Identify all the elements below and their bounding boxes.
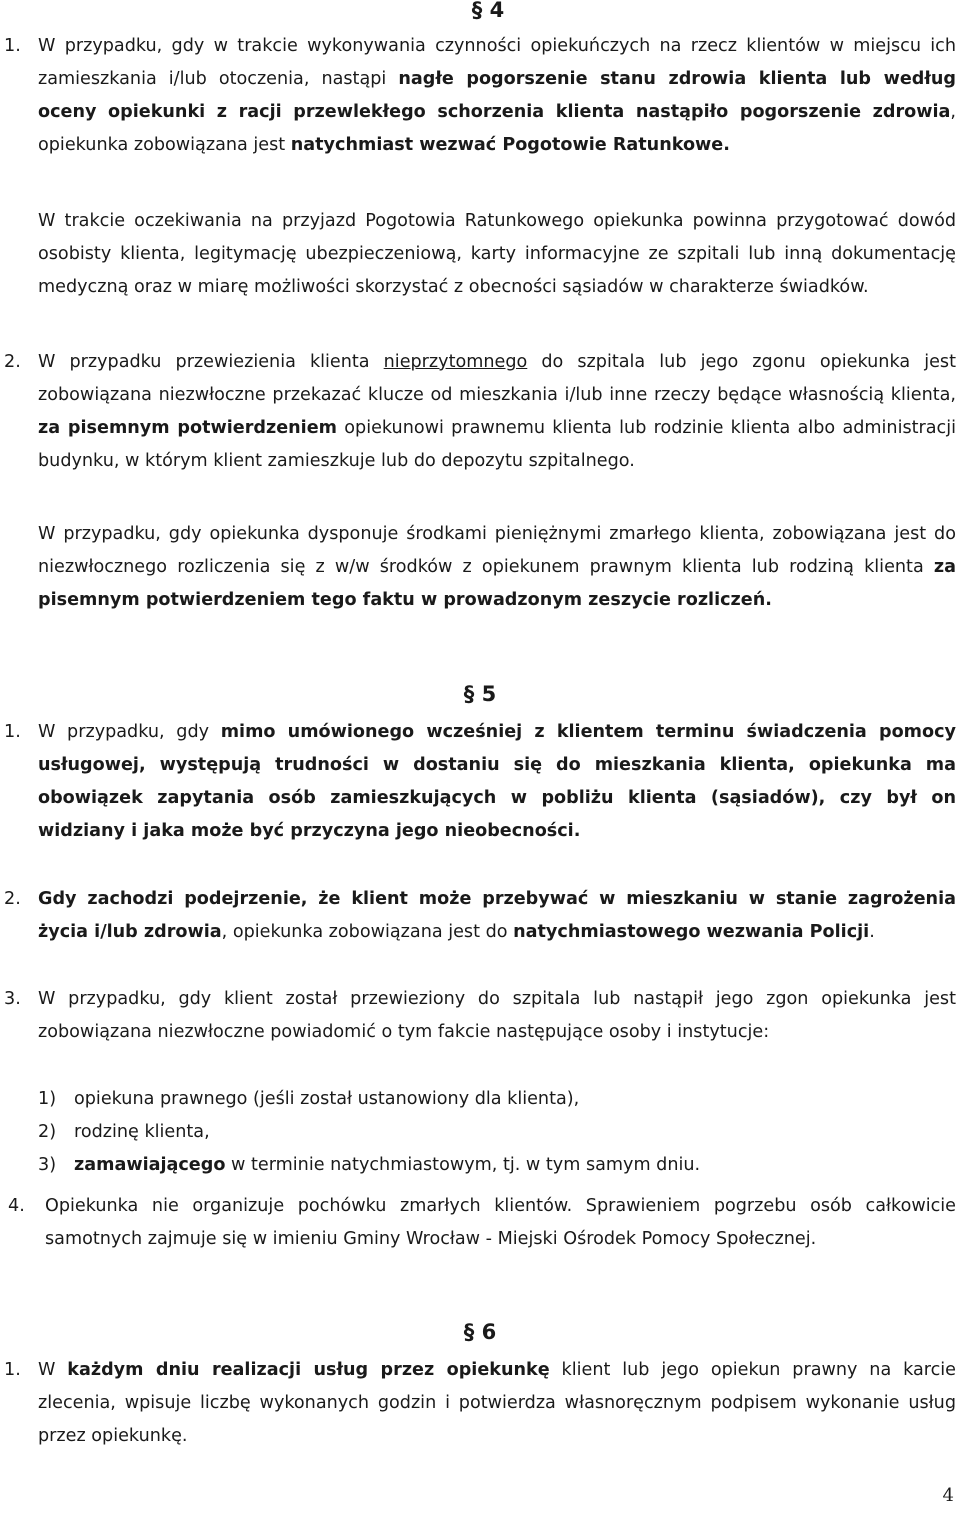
text: , opiekunka zobowiązana jest do [221,922,514,942]
paragraph-6-1 [38,1354,956,1453]
bold-text: mimo umówionego wcześniej z klientem terminu świadczenia pomocy usługowej, występują trudności w dostaniu się do mieszkania klienta, opiekunka ma obowiązek zapytania osób zamieszkujących w pobliżu klienta (sąsiadów), czy był on widziany i jaka może być przyczyna jego nieobecności. [38,722,956,841]
paragraph-4-2 [38,346,956,478]
item-number: 2. [4,352,21,372]
text: W [38,1360,68,1380]
list-item-text: rodzinę klienta, [74,1122,210,1142]
page-number: 4 [942,1485,954,1506]
list-item-text: opiekuna prawnego (jeśli został ustanowiony dla klienta), [74,1089,580,1109]
paragraph-5-3: W przypadku, gdy klient został przewieziony do szpitala lub nastąpił jego zgon opiekunka jest zobowiązana niezwłoczne powiadomić o tym fakcie następujące osoby i instytucje: [38,989,956,1042]
list-item [38,1116,938,1149]
text: do szpitala lub jego zgonu opiekunka jest zobowiązana niezwłoczne przekazać klucze od mieszkania i/lub inne rzeczy będące własnością klienta, [38,352,956,405]
text: klient lub jego opiekun prawny na karcie zlecenia, wpisuje liczbę wykonanych godzin i potwierdza własnoręcznym podpisem wykonanie usług przez opiekunkę. [38,1360,956,1446]
item-number: 2. [4,889,21,909]
item-number: 3. [4,989,21,1009]
list-item [38,1083,938,1116]
paragraph-5-4: Opiekunka nie organizuje pochówku zmarłych klientów. Sprawieniem pogrzebu osób całkowicie samotnych zajmuje się w imieniu Gminy Wrocław - Miejski Ośrodek Pomocy Społecznej. [45,1196,956,1249]
section-heading-6: § 6 [463,1320,497,1344]
bold-text: każdym dniu realizacji usług przez opiekunkę [67,1360,550,1380]
section-heading-5: § 5 [463,682,497,706]
text: W przypadku przewiezienia klienta [38,352,384,372]
item-number: 1. [4,722,21,742]
text: . [869,922,875,942]
paragraph-5-2 [38,883,956,949]
paragraph-4-1 [38,30,956,162]
sublist [38,1083,938,1182]
item-number: 4. [8,1196,25,1216]
list-item-number: 3) [38,1155,57,1175]
bold-text: za pisemnym potwierdzeniem [38,418,337,438]
bold-text: Gdy zachodzi podejrzenie, że klient może przebywać w mieszkaniu w stanie zagrożenia życia i/lub zdrowia [38,889,956,942]
list-item-number: 1) [38,1089,57,1109]
list-item-number: 2) [38,1122,57,1142]
paragraph-4-2-continued [38,518,956,617]
text: opiekunowi prawnemu klienta lub rodzinie klienta albo administracji budynku, w którym klient zamieszkuje lub do depozytu szpitalnego. [38,418,956,471]
text: W przypadku, gdy opiekunka dysponuje środkami pieniężnymi zmarłego klienta, zobowiązana jest do niezwłocznego rozliczenia się z w/w środków z opiekunem prawnym klienta lub rodziną klienta [38,524,956,577]
bold-text: natychmiastowego wezwania Policji [513,922,870,942]
list-item [38,1149,938,1182]
paragraph-4-1-continued: W trakcie oczekiwania na przyjazd Pogotowia Ratunkowego opiekunka powinna przygotować dowód osobisty klienta, legitymację ubezpieczeniową, karty informacyjne ze szpitali lub inną dokumentację medyczną oraz w miarę możliwości skorzystać z obecności sąsiadów w charakterze świadków. [38,211,956,297]
text: , opiekunka zobowiązana jest [38,102,956,155]
list-item-bold: zamawiającego [74,1155,226,1175]
text: W przypadku, gdy [38,722,221,742]
item-number: 1. [4,1360,21,1380]
bold-text: natychmiast wezwać Pogotowie Ratunkowe. [290,135,730,155]
list-item-text: w terminie natychmiastowym, tj. w tym samym dniu. [225,1155,701,1175]
bold-text: za pisemnym potwierdzeniem tego faktu w prowadzonym zeszycie rozliczeń. [38,557,956,610]
underlined-text: nieprzytomnego [383,352,528,372]
section-heading-4: § 4 [471,0,505,22]
text: W przypadku, gdy w trakcie wykonywania czynności opiekuńczych na rzecz klientów w miejscu ich zamieszkania i/lub otoczenia, nastąpi [38,36,956,89]
paragraph-5-1 [38,716,956,848]
bold-text: nagłe pogorszenie stanu zdrowia klienta lub według oceny opiekunki z racji przewlekłego schorzenia klienta nastąpiło pogorszenie zdrowia [38,69,956,122]
item-number: 1. [4,36,21,56]
